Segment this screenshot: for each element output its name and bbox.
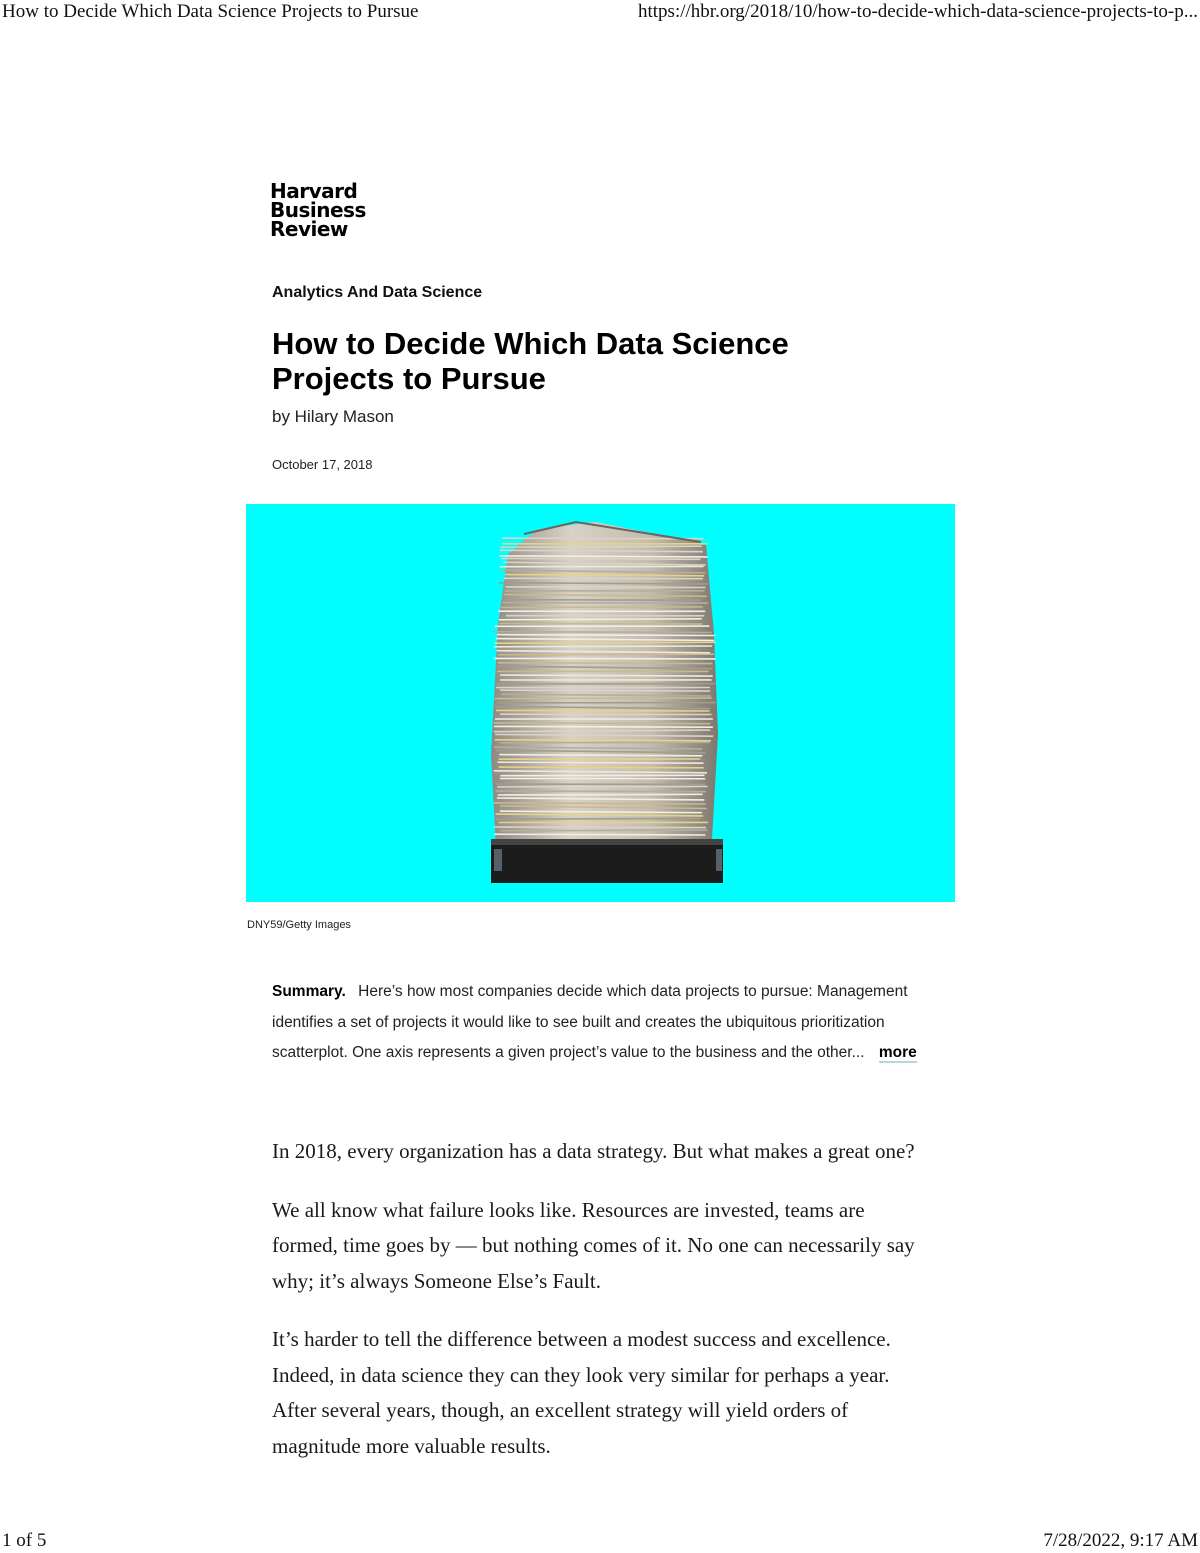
paper-edge [506, 587, 706, 588]
paper-edge [495, 818, 700, 819]
paper-edge [498, 762, 704, 763]
article-body [272, 1134, 932, 1487]
paper-edge [496, 710, 709, 711]
logo-line-3: Review [270, 217, 348, 241]
paper-edge [499, 556, 707, 557]
paper-edge [500, 546, 701, 547]
print-header-url: https://hbr.org/2018/10/how-to-decide-which-data-science-projects-to-p... [638, 1, 1198, 22]
paper-edge [498, 663, 713, 664]
paper-edge [501, 607, 702, 608]
paper-edge [501, 742, 710, 743]
paper-edge [495, 698, 712, 699]
paper-edge [498, 794, 703, 795]
paper-edge [494, 723, 711, 724]
hbr-logo[interactable] [270, 179, 366, 241]
print-header-title: How to Decide Which Data Science Projects to Pursue [2, 1, 419, 22]
topic-link[interactable]: Analytics And Data Science [272, 284, 483, 301]
paragraph: It’s harder to tell the difference between a modest success and excellence. Indeed, in data science they can they look very similar for perhaps a year. After several years, though, an excellent strategy will yield orders of magnitude more valuable results. [272, 1327, 891, 1458]
paper-edge [494, 658, 716, 659]
logo-line-1: Harvard [270, 179, 358, 203]
article-title: How to Decide Which Data Science Projects to Pursue [272, 326, 789, 396]
paper-edge [494, 803, 706, 804]
paragraph: We all know what failure looks like. Resources are invested, teams are formed, time goes by — but nothing comes of it. No one can necessarily say why; it’s always Someone Else’s Fault. [272, 1197, 915, 1293]
logo-line-2: Business [270, 198, 366, 222]
paragraph: In 2018, every organization has a data strategy. But what makes a great one? [272, 1139, 915, 1163]
paper-edge [496, 791, 707, 792]
paper-stack-illustration [246, 504, 955, 902]
image-credit: DNY59/Getty Images [247, 919, 351, 931]
article-byline: by Hilary Mason [272, 407, 394, 426]
summary-label: Summary. [272, 983, 346, 1000]
paper-edge [500, 690, 710, 691]
paper-edge [501, 830, 708, 831]
paper-edge [494, 827, 706, 828]
paper-edge [506, 600, 701, 601]
article-date: October 17, 2018 [272, 457, 373, 472]
paper-edge [495, 740, 711, 741]
paper-edge [499, 619, 702, 620]
print-footer-page: 1 of 5 [2, 1530, 47, 1551]
paper-edge [502, 558, 701, 559]
print-footer-datetime: 7/28/2022, 9:17 AM [1043, 1530, 1198, 1551]
paper-edge [502, 603, 707, 604]
paper-edge [500, 675, 713, 676]
paper-edge [498, 654, 714, 655]
paper-edge [494, 726, 713, 727]
paper-edge [494, 646, 712, 647]
paper-edge [493, 632, 712, 633]
paper-edge [497, 635, 716, 636]
paper-edge [499, 623, 702, 624]
paper-edge [494, 834, 705, 835]
paper-edge [499, 767, 704, 768]
summary-text: Here’s how most companies decide which data projects to pursue: Management identifies a set of projects it would like to see built and creates the ubiquitous prioritization scatterplot. One axis represents a given project’s value to the business and the other... [272, 983, 908, 1061]
hero-image [246, 504, 955, 902]
summary-more-link[interactable]: more [878, 1044, 917, 1061]
paper-edge [494, 642, 716, 643]
summary-block [272, 977, 932, 1069]
